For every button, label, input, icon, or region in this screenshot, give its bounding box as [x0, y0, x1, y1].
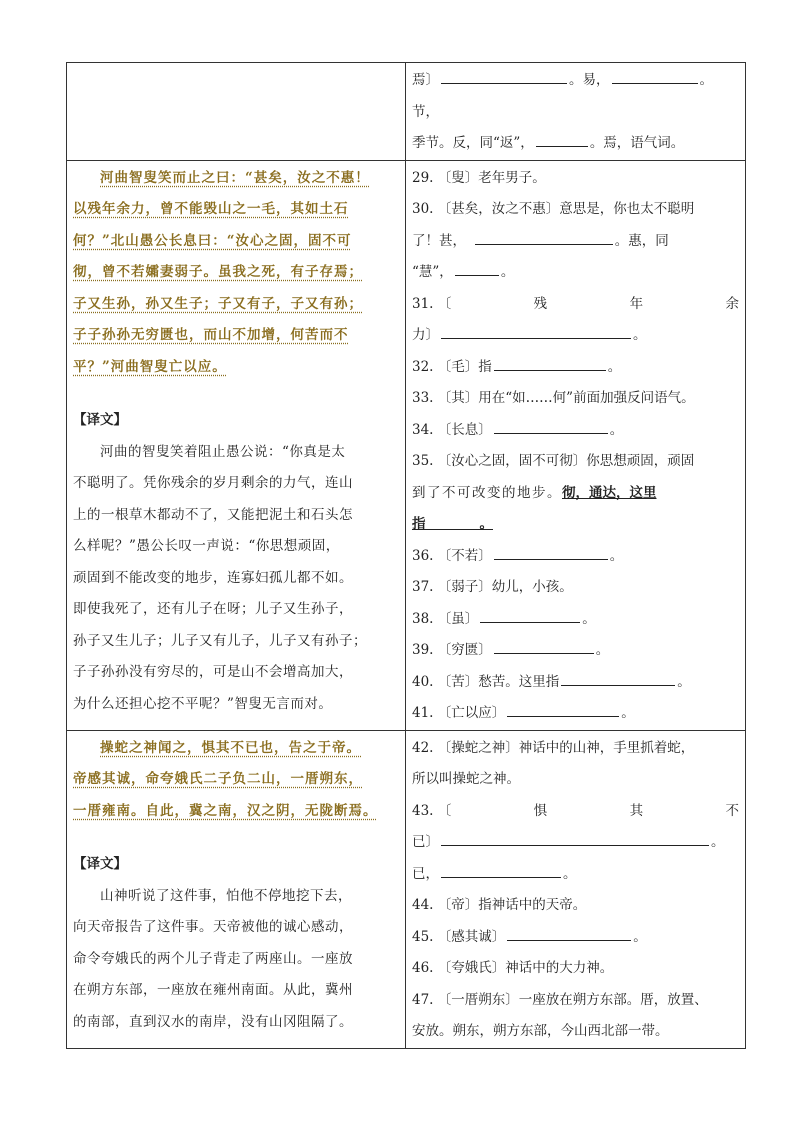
note-45: 45. 〔感其诚〕 。: [412, 922, 739, 954]
note-43-cont: 已〕 。: [412, 827, 739, 859]
note-40: 40. 〔苦〕愁苦。这里指 。: [412, 667, 739, 699]
translation-line: 不聪明了。凭你残余的岁月剩余的力气，连山: [73, 475, 353, 491]
note-42-cont: 所以叫操蛇之神。: [412, 771, 520, 787]
row2-left-cell: [67, 160, 406, 730]
original-text-line: 以残年余力，曾不能毁山之一毛，其如土石: [73, 201, 349, 217]
translation-line: 在朔方东部，一座放在雍州南面。从此，冀州: [73, 982, 353, 998]
note-30-cont: “慧”， 。: [412, 257, 739, 289]
note-36: 36. 〔不若〕 。: [412, 541, 739, 573]
note-39: 39. 〔穷匮〕 。: [412, 635, 739, 667]
note-35-cont: 到了不可改变的地步。彻，通达，这里: [412, 484, 657, 501]
row2-right-cell: [406, 160, 746, 730]
worksheet-table: [66, 62, 746, 1049]
translation-line: 上的一根草木都动不了，又能把泥土和石头怎: [73, 506, 353, 523]
translation-line: 么样呢？”愚公长叹一声说：“你思想顽固，: [73, 538, 340, 554]
translation-heading: 【译文】: [73, 856, 127, 872]
note-31: 31. 〔 残 年 余: [412, 295, 739, 312]
table-row: [67, 730, 746, 1048]
table-row: [67, 63, 746, 161]
original-text-line: 何？”北山愚公长息曰：“汝心之固，固不可: [73, 232, 352, 249]
note-42: 42. 〔操蛇之神〕神话中的山神，手里抓着蛇，: [412, 739, 695, 756]
table-row: [67, 160, 746, 730]
note-line: 季节。反，同“返”， 。焉，语气词。: [412, 128, 739, 160]
translation-line: 即使我死了，还有儿子在呀；儿子又生孙子，: [73, 601, 353, 617]
note-35: 35. 〔汝心之固，固不可彻〕你思想顽固，顽固: [412, 453, 695, 469]
translation-heading: 【译文】: [73, 412, 127, 428]
note-32: 32. 〔毛〕指 。: [412, 352, 739, 384]
original-text-line: 子又生孙，孙又生子；子又有子，子又有孙；: [73, 295, 363, 312]
note-46: 46. 〔夸娥氏〕神话中的大力神。: [412, 960, 614, 976]
translation-line: 命令夸娥氏的两个儿子背走了两座山。一座放: [73, 950, 353, 967]
note-30: 30. 〔甚矣，汝之不惠〕意思是，你也太不聪明: [412, 201, 695, 217]
row3-left-cell: [67, 730, 406, 1048]
note-41: 41. 〔亡以应〕 。: [412, 698, 739, 730]
note-30-cont: 了！甚， 。惠，同: [412, 226, 739, 258]
note-29: 29. 〔叟〕老年男子。: [412, 169, 546, 186]
original-text-line: 彻，曾不若孀妻弱子。虽我之死，有子存焉；: [73, 264, 363, 280]
translation-line: 孙子又生儿子；儿子又有儿子，儿子又有孙子；: [73, 632, 367, 649]
original-text-line: 操蛇之神闻之，惧其不已也，告之于帝。: [100, 739, 361, 756]
note-38: 38. 〔虽〕 。: [412, 604, 739, 636]
translation-line: 子子孙孙没有穷尽的，可是山不会增高加大，: [73, 664, 353, 680]
note-44: 44. 〔帝〕指神话中的天帝。: [412, 897, 587, 913]
note-line: 焉〕 。易， 。节，: [412, 65, 739, 128]
note-31-cont: 力〕 。: [412, 320, 739, 352]
translation-line: 河曲的智叟笑着阻止愚公说：“你真是太: [100, 443, 346, 460]
note-37: 37. 〔弱子〕幼儿，小孩。: [412, 579, 573, 595]
original-text-line: 河曲智叟笑而止之曰：“甚矣，汝之不惠！: [100, 169, 370, 186]
note-34: 34. 〔长息〕 。: [412, 415, 739, 447]
note-43-cont: 已， 。: [412, 859, 739, 891]
translation-line: 山神听说了这件事，怕他不停地挖下去，: [100, 887, 352, 904]
original-text-line: 子子孙孙无穷匮也，而山不加增，何苦而不: [73, 327, 349, 343]
translation-line: 顽固到不能改变的地步，连寡妇孤儿都不如。: [73, 569, 353, 586]
translation-line: 的南部，直到汉水的南岸，没有山冈阻隔了。: [73, 1013, 353, 1030]
row1-right-cell: [406, 63, 746, 161]
original-text-line: 一厝雍南。自此，冀之南，汉之阴，无陇断焉。: [73, 802, 378, 819]
note-43: 43. 〔 惧 其 不: [412, 802, 739, 819]
translation-line: 向天帝报告了这件事。天帝被他的诚心感动，: [73, 919, 353, 935]
note-47-cont: 安放。朔东，朔方东部，今山西北部一带。: [412, 1023, 669, 1039]
original-text-line: 帝感其诚，命夸娥氏二子负二山，一厝朔东，: [73, 771, 363, 787]
note-35-cont: 指 。: [412, 516, 493, 532]
translation-line: 为什么还担心挖不平呢？”智叟无言而对。: [73, 695, 333, 712]
original-text-line: 平？”河曲智叟亡以应。: [73, 358, 227, 375]
row1-left-cell: [67, 63, 406, 161]
note-33: 33. 〔其〕用在“如……何”前面加强反问语气。: [412, 390, 695, 406]
row3-right-cell: [406, 730, 746, 1048]
note-47: 47. 〔一厝朔东〕一座放在朔方东部。厝，放置、: [412, 991, 708, 1008]
